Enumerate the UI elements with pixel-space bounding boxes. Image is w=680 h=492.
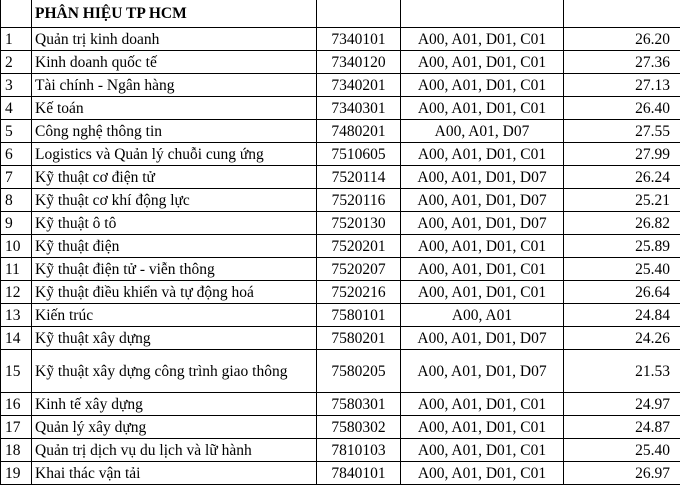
program-name: Kinh tế xây dựng [32, 393, 317, 416]
subject-combination: A00, A01, D01, C01 [401, 281, 564, 304]
row-number: 7 [1, 166, 32, 189]
program-code: 7840101 [317, 462, 401, 485]
subject-combination: A00, A01, D01, D07 [401, 350, 564, 393]
admission-score: 25.40 [564, 258, 680, 281]
row-number: 6 [1, 143, 32, 166]
table-row [1, 462, 680, 485]
section-header-row [1, 0, 680, 28]
program-code: 7580201 [317, 327, 401, 350]
admission-score: 25.89 [564, 235, 680, 258]
admission-score: 26.20 [564, 28, 680, 51]
table-row [1, 120, 680, 143]
table-row [1, 51, 680, 74]
row-number: 3 [1, 74, 32, 97]
program-code: 7340120 [317, 51, 401, 74]
row-number: 16 [1, 393, 32, 416]
subject-combination: A00, A01 [401, 304, 564, 327]
admission-score: 26.24 [564, 166, 680, 189]
row-number: 1 [1, 28, 32, 51]
program-code: 7580205 [317, 350, 401, 393]
row-number: 5 [1, 120, 32, 143]
table-row [1, 212, 680, 235]
program-name: Kỹ thuật cơ điện tử [32, 166, 317, 189]
program-name: Quản lý xây dựng [32, 416, 317, 439]
subject-combination: A00, A01, D01, C01 [401, 462, 564, 485]
table-row [1, 143, 680, 166]
subject-combination: A00, A01, D01, D07 [401, 327, 564, 350]
program-code: 7340101 [317, 28, 401, 51]
program-name: Kỹ thuật xây dựng [32, 327, 317, 350]
subject-combination: A00, A01, D01, C01 [401, 393, 564, 416]
section-combo-cell [401, 0, 564, 28]
row-number: 11 [1, 258, 32, 281]
admission-score: 21.53 [564, 350, 680, 393]
table-row [1, 189, 680, 212]
program-code: 7520130 [317, 212, 401, 235]
admission-score: 25.21 [564, 189, 680, 212]
row-number: 10 [1, 235, 32, 258]
table-row [1, 235, 680, 258]
row-number: 9 [1, 212, 32, 235]
subject-combination: A00, A01, D01, D07 [401, 166, 564, 189]
subject-combination: A00, A01, D01, D07 [401, 189, 564, 212]
table-row [1, 28, 680, 51]
admission-score: 24.26 [564, 327, 680, 350]
section-score-cell [564, 0, 680, 28]
program-name: Kinh doanh quốc tế [32, 51, 317, 74]
row-number: 17 [1, 416, 32, 439]
program-code: 7340201 [317, 74, 401, 97]
table-row [1, 327, 680, 350]
program-code: 7520207 [317, 258, 401, 281]
subject-combination: A00, A01, D01, C01 [401, 97, 564, 120]
program-code: 7580302 [317, 416, 401, 439]
program-name: Kỹ thuật cơ khí động lực [32, 189, 317, 212]
admission-score: 27.55 [564, 120, 680, 143]
subject-combination: A00, A01, D01, C01 [401, 28, 564, 51]
subject-combination: A00, A01, D07 [401, 120, 564, 143]
table-row [1, 281, 680, 304]
subject-combination: A00, A01, D01, C01 [401, 143, 564, 166]
table-row [1, 74, 680, 97]
program-code: 7810103 [317, 439, 401, 462]
admission-score: 26.64 [564, 281, 680, 304]
table-row [1, 350, 680, 393]
subject-combination: A00, A01, D01, C01 [401, 235, 564, 258]
program-name: Logistics và Quản lý chuỗi cung ứng [32, 143, 317, 166]
subject-combination: A00, A01, D01, C01 [401, 51, 564, 74]
program-name: Công nghệ thông tin [32, 120, 317, 143]
program-code: 7520216 [317, 281, 401, 304]
row-number: 8 [1, 189, 32, 212]
admission-score: 27.13 [564, 74, 680, 97]
admission-score: 24.84 [564, 304, 680, 327]
program-name: Kế toán [32, 97, 317, 120]
table-row [1, 304, 680, 327]
program-code: 7580101 [317, 304, 401, 327]
row-number: 12 [1, 281, 32, 304]
program-name: Quản trị kinh doanh [32, 28, 317, 51]
row-number: 18 [1, 439, 32, 462]
subject-combination: A00, A01, D01, C01 [401, 439, 564, 462]
program-code: 7520201 [317, 235, 401, 258]
program-name: Kỹ thuật ô tô [32, 212, 317, 235]
program-code: 7510605 [317, 143, 401, 166]
subject-combination: A00, A01, D01, C01 [401, 74, 564, 97]
program-name: Kỹ thuật điện [32, 235, 317, 258]
row-number: 19 [1, 462, 32, 485]
program-name: Tài chính - Ngân hàng [32, 74, 317, 97]
admission-score: 27.36 [564, 51, 680, 74]
program-code: 7520114 [317, 166, 401, 189]
table-row [1, 166, 680, 189]
admission-score: 27.99 [564, 143, 680, 166]
row-number: 2 [1, 51, 32, 74]
admission-score: 26.40 [564, 97, 680, 120]
row-number: 4 [1, 97, 32, 120]
program-name: Kiến trúc [32, 304, 317, 327]
program-name: Khai thác vận tải [32, 462, 317, 485]
admission-score: 24.87 [564, 416, 680, 439]
row-number: 15 [1, 350, 32, 393]
section-no-cell [1, 0, 32, 28]
table-row [1, 439, 680, 462]
subject-combination: A00, A01, D01, C01 [401, 416, 564, 439]
program-code: 7520116 [317, 189, 401, 212]
program-name: Kỹ thuật điện tử - viễn thông [32, 258, 317, 281]
program-code: 7340301 [317, 97, 401, 120]
table-row [1, 393, 680, 416]
admission-score: 25.40 [564, 439, 680, 462]
table-row [1, 416, 680, 439]
program-name: Quản trị dịch vụ du lịch và lữ hành [32, 439, 317, 462]
row-number: 13 [1, 304, 32, 327]
program-code: 7480201 [317, 120, 401, 143]
subject-combination: A00, A01, D01, C01 [401, 258, 564, 281]
table-row [1, 97, 680, 120]
row-number: 14 [1, 327, 32, 350]
admission-score: 24.97 [564, 393, 680, 416]
program-name: Kỹ thuật xây dựng công trình giao thông [32, 350, 317, 393]
program-code: 7580301 [317, 393, 401, 416]
section-code-cell [317, 0, 401, 28]
table-row [1, 258, 680, 281]
admission-score: 26.97 [564, 462, 680, 485]
subject-combination: A00, A01, D01, D07 [401, 212, 564, 235]
admission-score: 26.82 [564, 212, 680, 235]
section-title: PHÂN HIỆU TP HCM [32, 0, 317, 28]
program-name: Kỹ thuật điều khiển và tự động hoá [32, 281, 317, 304]
